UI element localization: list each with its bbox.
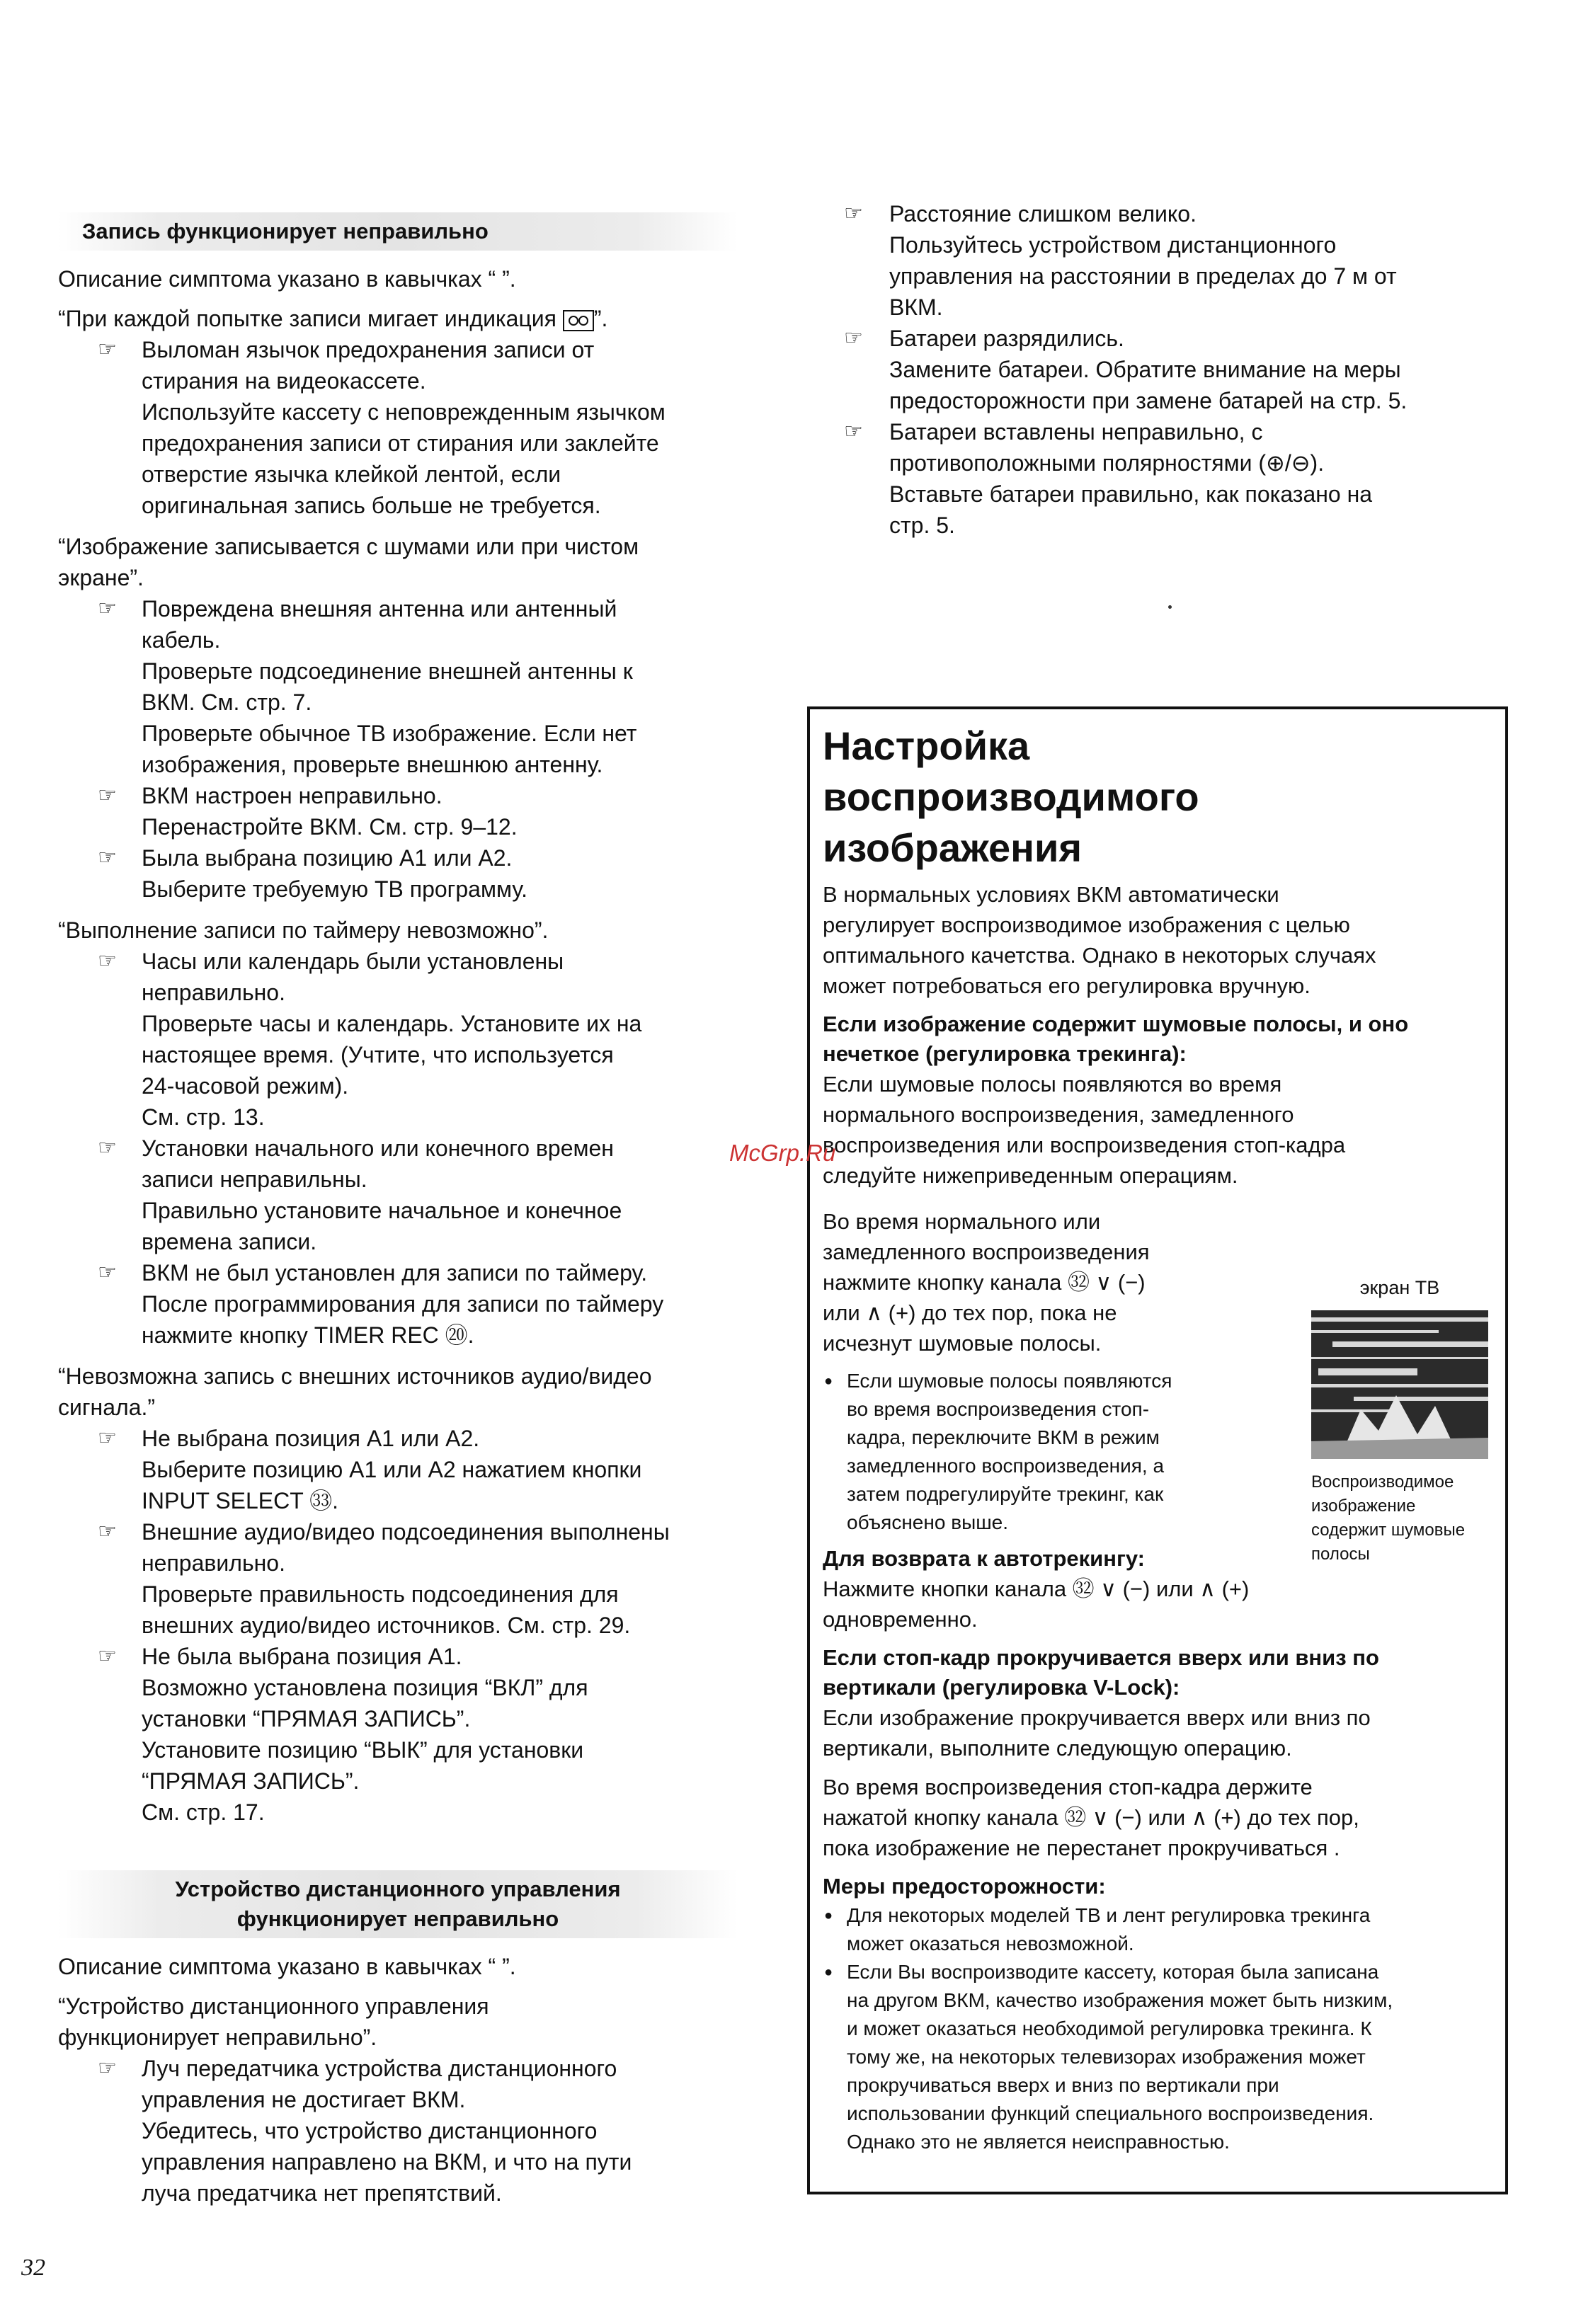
section-heading-remote: Устройство дистанционного управления функционирует неправильно [58,1870,738,1938]
solution-line: нажмите кнопку TIMER REC ⑳. [142,1322,474,1348]
symptom-text: “Невозможна запись с внешних источников аудио/видео [58,1363,652,1389]
picture-adjustment-box [807,706,1508,2194]
solution-line: Перенастройте ВКМ. См. стр. 9–12. [142,814,518,840]
solution-line: противоположными полярностями (⊕/⊖). [889,450,1325,476]
solution-item: ☞ Батареи вставлены неправильно, с [835,416,1501,447]
text-line: кадра, переключите ВКМ в режим [847,1426,1160,1448]
box-intro [823,879,1495,1001]
pointing-hand-icon: ☞ [98,784,117,807]
text-line: нечеткое (регулировка трекинга): [823,1041,1187,1066]
text-line: Если изображение содержит шумовые полосы, и оно [823,1012,1409,1036]
text-line: Настройка [823,723,1030,768]
solution-line: предосторожности при замене батарей на стр. 5. [889,388,1408,413]
symptom-text: “Устройство дистанционного управления [58,1993,489,2019]
solution-line: отверстие язычка клейкой лентой, если [142,462,561,487]
solution-group [58,1423,773,1828]
cautions-heading: Меры предосторожности: [823,1874,1106,1899]
text-line: Если стоп-кадр прокручивается вверх или вниз по [823,1645,1379,1670]
solution-item: ☞ Не выбрана позиция A1 или A2. [58,1423,773,1454]
text-line: ● Для некоторых моделей ТВ и лент регулировка трекинга [847,1904,1371,1926]
solution-line: См. стр. 13. [142,1104,265,1130]
solution-line: оригинальная запись больше не требуется. [142,493,601,518]
solution-line: Пользуйтесь устройством дистанционного [889,232,1337,258]
text-line: нажмите кнопку канала ㉜ ∨ (−) [823,1270,1146,1295]
solution-line: неправильно. [142,1550,285,1576]
solution-item: ☞ Установки начального или конечного времен [58,1133,773,1164]
page-number: 32 [21,2255,45,2281]
text-line: Если изображение прокручивается вверх или вниз по [823,1705,1371,1730]
solution-item: ☞ ВКМ настроен неправильно. [58,780,773,811]
solution-line: ВКМ. [889,294,943,320]
solution-line: внешних аудио/видео источников. См. стр. 29. [142,1613,631,1638]
text-line: изображение [1311,1496,1416,1516]
tracking-steps [823,1206,1247,1358]
intro-text: Описание симптома указано в кавычках “ ”. [58,266,516,292]
text-line: воспроизводимого [823,774,1199,819]
solution-line: предохранения записи от стирания или заклейте [142,430,659,456]
pointing-hand-icon: ☞ [98,1136,117,1160]
pointing-hand-icon: ☞ [98,949,117,973]
pointing-hand-icon: ☞ [844,202,863,225]
solution-line: INPUT SELECT ㉝. [142,1488,339,1513]
text-line: нажатой кнопку канала ㉜ ∨ (−) или ∧ (+) до тех пор, [823,1805,1359,1830]
solution-item: ☞ Батареи разрядились. [835,323,1501,354]
symptom-text: функционирует неправильно”. [58,2025,377,2050]
text-line: и может оказаться необходимой регулировка трекинга. К [847,2017,1372,2039]
solution-item: ☞ Расстояние слишком велико. [835,198,1501,229]
solution-item: ☞ Часы или календарь были установлены [58,946,773,977]
vlock-steps [823,1772,1495,1863]
text-line: полосы [1311,1545,1370,1564]
solution-line: Проверьте часы и календарь. Установите их на [142,1011,642,1036]
solution-line: записи неправильны. [142,1167,367,1192]
pointing-hand-icon: ☞ [98,1644,117,1668]
solution-line: управления не достигает ВКМ. [142,2087,466,2112]
solution-line: 24-часовой режим). [142,1073,349,1099]
solution-line: ВКМ. См. стр. 7. [142,689,312,715]
auto-tracking-heading: Для возврата к автотрекингу: [823,1546,1146,1571]
text-line: содержит шумовые [1311,1521,1466,1540]
pointing-hand-icon: ☞ [98,2056,117,2080]
text-line: замедленного воспроизведения, а [847,1455,1165,1477]
pointing-hand-icon: ☞ [844,420,863,443]
text-line: Если шумовые полосы появляются во время [823,1072,1282,1097]
solution-line: Проверьте подсоединение внешней антенны к [142,658,633,684]
text-line: ● Если Вы воспроизводите кассету, которая была записана [847,1961,1379,1983]
solution-line: Правильно установите начальное и конечное [142,1198,622,1223]
vlock-text [823,1702,1495,1763]
text-line: вертикали, выполните следующую операцию. [823,1736,1292,1761]
text-line: регулирует воспроизводимое изображения с целью [823,912,1350,937]
intro-text: Описание симптома указано в кавычках “ ”. [58,1954,516,1979]
symptom-text: экране”. [58,565,144,590]
text-line: вертикали (регулировка V-Lock): [823,1675,1180,1700]
symptom-text: “Выполнение записи по таймеру невозможно”. [58,917,549,943]
text-line: Однако это не является неисправностью. [847,2131,1230,2153]
cautions-list [823,1901,1495,2156]
watermark: McGrp.Ru [729,1140,836,1166]
tv-caption [1311,1470,1488,1567]
text-line: Нажмите кнопки канала ㉜ ∨ (−) или ∧ (+) [823,1576,1250,1601]
text-line: оптимального качетства. Однако в некоторых случаях [823,943,1376,968]
solution-item: ☞ Не была выбрана позиция A1. [58,1641,773,1672]
pointing-hand-icon: ☞ [98,1426,117,1450]
text-line: ● Если шумовые полосы появляются [847,1370,1172,1392]
text-line: исчезнут шумовые полосы. [823,1331,1102,1356]
text-line: может потребоваться его регулировка вручную. [823,973,1311,998]
solution-line: Выберите требуемую ТВ программу. [142,876,527,902]
solution-line: стр. 5. [889,513,955,538]
pointing-hand-icon: ☞ [98,338,117,361]
solution-line: “ПРЯМАЯ ЗАПИСЬ”. [142,1768,360,1794]
solution-line: управления направлено на ВКМ, и что на пути [142,2149,632,2175]
solution-group [835,198,1501,541]
solution-line: См. стр. 17. [142,1799,265,1825]
pointing-hand-icon: ☞ [98,597,117,620]
solution-line: изображения, проверьте внешнюю антенну. [142,752,603,777]
symptom-text: “Изображение записывается с шумами или при чистом [58,534,639,559]
text-line: замедленного воспроизведения [823,1240,1150,1264]
cassette-icon [563,310,594,331]
pointing-hand-icon: ☞ [98,846,117,869]
solution-line: Установите позицию “ВЫК” для установки [142,1737,584,1763]
text-line: на другом ВКМ, качество изображения может быть низким, [847,1989,1393,2011]
solution-item: ☞ Выломан язычок предохранения записи от [58,334,773,365]
pointing-hand-icon: ☞ [98,1261,117,1284]
symptom-text: сигнала.” [58,1395,156,1420]
solution-line: кабель. [142,627,221,653]
solution-line: Возможно установлена позиция “ВКЛ” для [142,1675,588,1700]
section-heading-recording: Запись функционирует неправильно [58,212,738,251]
solution-group [58,334,773,521]
text-line: или ∧ (+) до тех пор, пока не [823,1300,1117,1325]
text-line: следуйте нижеприведенным операциям. [823,1163,1238,1188]
text-line: одновременно. [823,1607,978,1632]
text-line: нормального воспроизведения, замедленного [823,1102,1294,1127]
left-column [58,212,773,2209]
vlock-heading [823,1643,1495,1702]
solution-line: настоящее время. (Учтите, что используется [142,1042,614,1067]
tv-illustration [1311,1273,1488,1567]
box-title [823,721,1495,874]
pointing-hand-icon: ☞ [844,326,863,350]
solution-line: Проверьте обычное ТВ изображение. Если нет [142,721,637,746]
tracking-note [823,1367,1247,1537]
solution-group [58,593,773,905]
solution-line: Используйте кассету с неповрежденным язычком [142,399,666,425]
speck [1168,605,1172,609]
solution-line: луча предатчика нет препятствий. [142,2180,502,2206]
text-line: В нормальных условиях ВКМ автоматически [823,882,1279,907]
noisy-screen-image [1311,1310,1488,1459]
solution-line: установки “ПРЯМАЯ ЗАПИСЬ”. [142,1706,471,1731]
solution-item: ☞ ВКМ не был установлен для записи по таймеру. [58,1257,773,1288]
text-line: использовании функций специального воспроизведения. [847,2102,1374,2124]
text-line: во время воспроизведения стоп- [847,1398,1150,1420]
solution-line: времена записи. [142,1229,317,1254]
solution-item: ☞ Была выбрана позицию A1 или A2. [58,842,773,874]
text-line: Во время нормального или [823,1209,1101,1234]
pointing-hand-icon: ☞ [98,1520,117,1543]
text-line: может оказаться невозможной. [847,1933,1134,1954]
solution-line: управления на расстоянии в пределах до 7 м от [889,263,1397,289]
text-line: прокручиваться вверх и вниз по вертикали при [847,2074,1279,2096]
symptom-text: “При каждой попытке записи мигает индикация ”. [58,306,608,331]
caution-item [823,1901,1495,1958]
text-line: воспроизведения или воспроизведения стоп-кадра [823,1133,1346,1157]
solution-group [58,946,773,1351]
text-line: Воспроизводимое [1311,1472,1454,1492]
text-line: затем подрегулируйте трекинг, как [847,1483,1164,1505]
text-line: тому же, на некоторых телевизорах изображения может [847,2046,1366,2068]
tv-label: экран ТВ [1359,1277,1440,1298]
solution-group [58,2053,773,2209]
text-line: изображения [823,825,1083,870]
solution-line: Выберите позицию A1 или A2 нажатием кнопки [142,1457,642,1482]
solution-line: Замените батареи. Обратите внимание на меры [889,357,1401,382]
solution-line: неправильно. [142,980,285,1005]
tracking-heading [823,1009,1495,1069]
text-line: объяснено выше. [847,1511,1009,1533]
auto-tracking-text [823,1574,1495,1635]
caution-item [823,1958,1495,2156]
text-line: пока изображение не перестанет прокручиваться . [823,1836,1340,1860]
tracking-text [823,1069,1495,1191]
solution-item: ☞ Луч передатчика устройства дистанционного [58,2053,773,2084]
right-column [835,198,1501,541]
solution-line: Проверьте правильность подсоединения для [142,1581,619,1607]
solution-item: ☞ Повреждена внешняя антенна или антенный [58,593,773,624]
solution-line: Вставьте батареи правильно, как показано на [889,481,1373,507]
text-line: Во время воспроизведения стоп-кадра держите [823,1775,1313,1799]
solution-item: ☞ Внешние аудио/видео подсоединения выполнены [58,1516,773,1547]
solution-line: После программирования для записи по таймеру [142,1291,664,1317]
solution-line: стирания на видеокассете. [142,368,426,394]
solution-line: Убедитесь, что устройство дистанционного [142,2118,598,2143]
